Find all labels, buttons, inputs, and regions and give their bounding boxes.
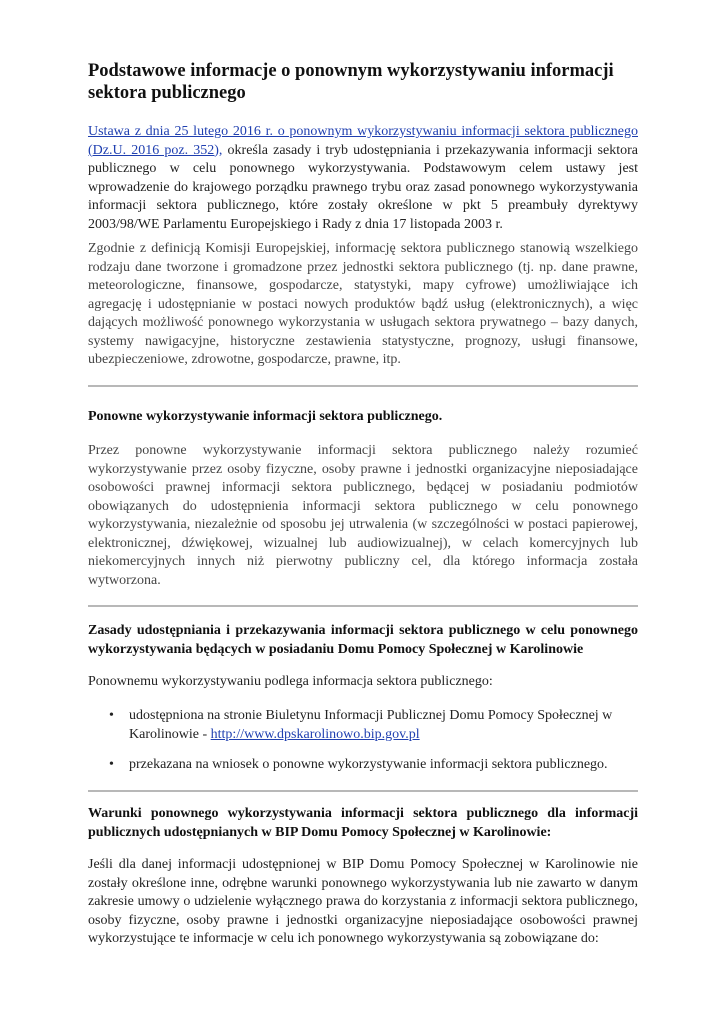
page-title: Podstawowe informacje o ponownym wykorzystywaniu informacji sektora publicznego	[88, 61, 614, 103]
bullet-icon: •	[109, 757, 114, 772]
intro-paragraph	[88, 123, 638, 234]
section3-heading: Warunki ponownego wykorzystywania informacji sektora publicznego dla informacji publicznych udostępnianych w BIP Domu Pomocy Społecznej w Karolinowie:	[88, 806, 638, 840]
list-item	[88, 707, 638, 744]
bullet-icon: •	[109, 708, 114, 723]
divider	[88, 385, 638, 387]
bip-link[interactable]: http://www.dpskarolinowo.bip.gov.pl	[210, 726, 420, 742]
section2-lead: Ponownemu wykorzystywaniu podlega informacja sektora publicznego:	[88, 674, 493, 689]
section2-heading: Zasady udostępniania i przekazywania informacji sektora publicznego w celu ponownego wykorzystywania będących w posiadaniu Domu Pomocy Społecznej w Karolinowie	[88, 623, 638, 657]
divider	[88, 605, 638, 607]
act-link[interactable]: Ustawa z dnia 25 lutego 2016 r. o ponownym wykorzystywaniu informacji sektora publicznego (Dz.U. 2016 poz. 352),	[88, 124, 638, 158]
reuse-list	[88, 707, 638, 775]
intro-text: określa zasady i tryb udostępniania i przekazywania informacji sektora publicznego w celu ponownego wykorzystywania. Podstawowym celem ustawy jest wprowadzenie do krajowego porządku prawnego trybu oraz zasad ponownego wykorzystywania informacji sektora publicznego, które zostały określone w pkt 5 preambuły dyrektywy 2003/98/WE Parlamentu Europejskiego i Rady z dnia 17 listopada 2003 r.	[88, 142, 638, 232]
list-item	[88, 756, 638, 775]
list-item-text: przekazana na wniosek o ponowne wykorzystywanie informacji sektora publicznego.	[129, 757, 608, 772]
section1-body: Przez ponowne wykorzystywanie informacji sektora publicznego należy rozumieć wykorzystywanie przez osoby fizyczne, osoby prawne i jednostki organizacyjne nieposiadające osobowości prawnej informacji sektora publicznego, będącej w posiadaniu podmiotów obowiązanych do udostępnienia informacji sektora publicznego w celu ponownego wykorzystywania, niezależnie od sposobu jej utrwalenia (w szczególności w postaci papierowej, elektronicznej, dźwiękowej, wizualnej lub audiowizualnej), w celach komercyjnych lub niekomercyjnych innych niż pierwotny publiczny cel, dla którego informacja została wytworzona.	[88, 443, 638, 588]
definition-paragraph: Zgodnie z definicją Komisji Europejskiej, informację sektora publicznego stanowią wszelkiego rodzaju dane tworzone i gromadzone przez jednostki sektora publicznego (tj. np. dane prawne, meteorologiczne, finansowe, gospodarcze, statystyki, mapy cyfrowe) umożliwiające ich agregację i udostępnianie w postaci nowych produktów bądź usług (elektronicznych), a więc dających możliwość ponownego wykorzystania w usługach sektora prywatnego – bazy danych, systemy nawigacyjne, historyczne zestawienia statystyczne, prognozy, usługi finansowe, ubezpieczeniowe, zdrowotne, gospodarcze, prawne, itp.	[88, 241, 638, 367]
section3-body: Jeśli dla danej informacji udostępnionej w BIP Domu Pomocy Społecznej w Karolinowie nie zostały określone inne, odrębne warunki ponownego wykorzystywania lub nie zawarto w danym zakresie umowy o udzielenie wyłącznego prawa do korzystania z informacji sektora publicznego, osoby fizyczne, osoby prawne i jednostki organizacyjne nieposiadające osobowości prawnej wykorzystujące te informacje w celu ich ponownego wykorzystywania są zobowiązane do:	[88, 857, 638, 946]
section1-heading: Ponowne wykorzystywanie informacji sektora publicznego.	[88, 409, 443, 424]
divider	[88, 790, 638, 792]
list-item-text: udostępniona na stronie Biuletynu Informacji Publicznej Domu Pomocy Społecznej w Karolinowie -	[129, 708, 613, 742]
